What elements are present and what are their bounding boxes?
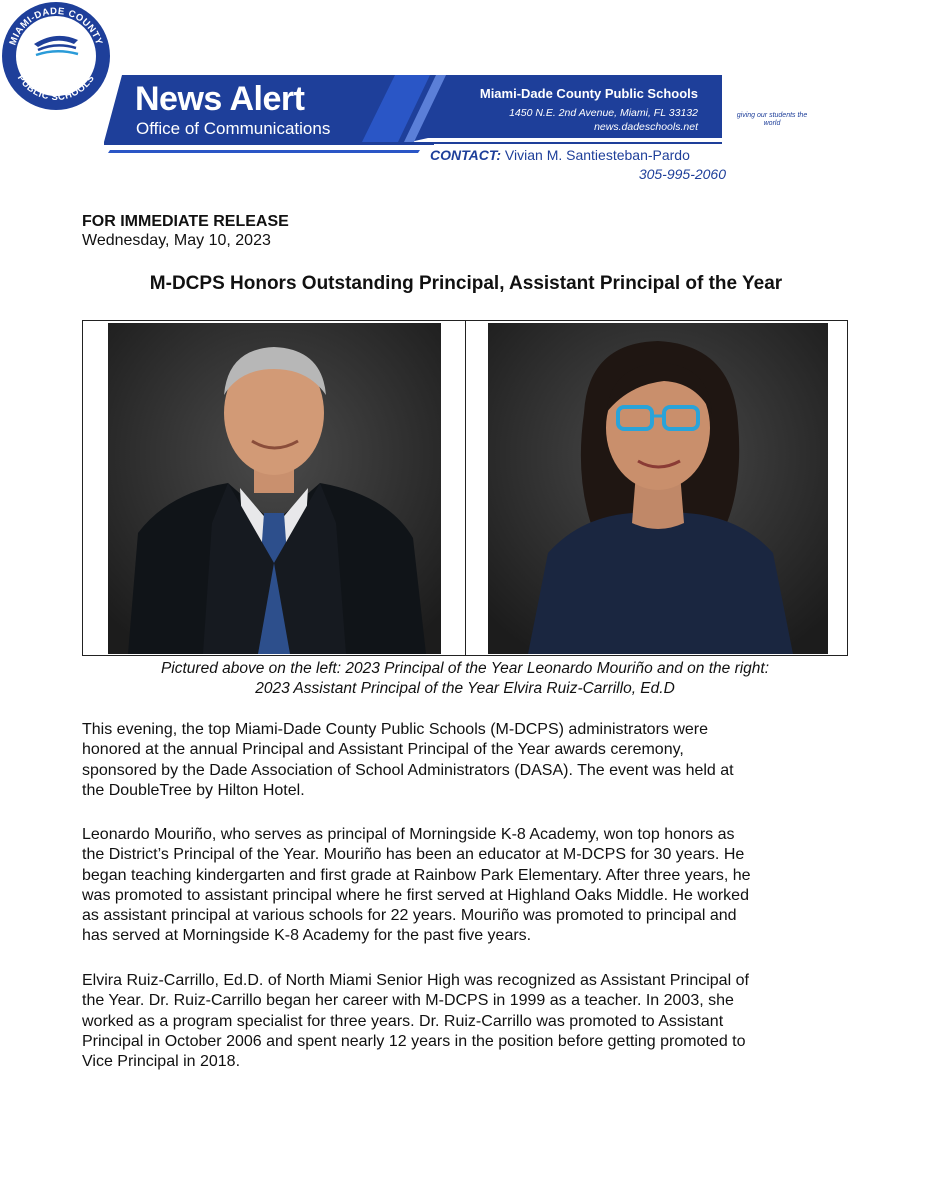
caption-line-1: Pictured above on the left: 2023 Principal of the Year Leonardo Mouriño and on the right: bbox=[160, 660, 770, 677]
paragraph-line: worked as a program specialist for three years. Dr. Ruiz-Carrillo was promoted to Assistant bbox=[82, 1012, 724, 1030]
photo-divider bbox=[465, 320, 466, 656]
paragraph-line: the District’s Principal of the Year. Mouriño has been an educator at M-DCPS for 30 years. He bbox=[82, 846, 745, 864]
contact-line bbox=[430, 147, 690, 163]
contact-name: Vivian M. Santiesteban-Pardo bbox=[504, 147, 690, 163]
caption-line-2: 2023 Assistant Principal of the Year Elvira Ruiz-Carrillo, Ed.D bbox=[255, 680, 675, 697]
paragraph-line: the DoubleTree by Hilton Hotel. bbox=[82, 781, 305, 799]
headline: M-DCPS Honors Outstanding Principal, Assistant Principal of the Year bbox=[149, 273, 783, 294]
news-alert-banner bbox=[0, 0, 932, 200]
seal-bottom-text: PUBLIC SCHOOLS bbox=[14, 73, 98, 104]
principal-photo bbox=[108, 323, 441, 654]
paragraph-line: has served at Morningside K-8 Academy for the past five years. bbox=[82, 927, 532, 945]
paragraph-line: Vice Principal in 2018. bbox=[82, 1053, 241, 1071]
assistant-principal-photo bbox=[488, 323, 828, 654]
photo-caption bbox=[82, 659, 848, 699]
paragraph-1 bbox=[82, 720, 862, 801]
paragraph-line: began teaching kindergarten and first grade at Rainbow Park Elementary. After three years, he bbox=[82, 866, 751, 884]
paragraph-line: honored at the annual Principal and Assistant Principal of the Year awards ceremony, bbox=[82, 741, 684, 759]
paragraph-line: the Year. Dr. Ruiz-Carrillo began her career with M-DCPS in 1999 as a teacher. In 2003, she bbox=[82, 992, 734, 1010]
banner-title: News Alert bbox=[135, 80, 305, 118]
contact-phone: 305-995-2060 bbox=[638, 166, 726, 182]
paragraph-line: was promoted to assistant principal where he first served at Highland Oaks Middle. He worked bbox=[82, 886, 749, 904]
org-website: news.dadeschools.net bbox=[594, 121, 698, 133]
org-name: Miami-Dade County Public Schools bbox=[479, 86, 698, 101]
release-label: FOR IMMEDIATE RELEASE bbox=[82, 213, 289, 230]
release-date: Wednesday, May 10, 2023 bbox=[82, 232, 271, 249]
district-seal-icon bbox=[0, 0, 112, 112]
paragraph-3 bbox=[82, 971, 862, 1072]
contact-label: CONTACT: bbox=[430, 147, 502, 163]
paragraph-line: Elvira Ruiz-Carrillo, Ed.D. of North Miami Senior High was recognized as Assistant Principal of bbox=[82, 972, 749, 989]
paragraph-line: sponsored by the Dade Association of School Administrators (DASA). The event was held at bbox=[82, 761, 734, 779]
paragraph-line: This evening, the top Miami-Dade County Public Schools (M-DCPS) administrators were bbox=[82, 721, 709, 738]
seal-top-text: MIAMI-DADE COUNTY bbox=[7, 5, 105, 47]
paragraph-line: Leonardo Mouriño, who serves as principal of Morningside K-8 Academy, won top honors as bbox=[82, 826, 735, 843]
paragraph-line: Principal in October 2006 and spent nearly 12 years in the position before getting promoted to bbox=[82, 1032, 746, 1050]
banner-subtitle: Office of Communications bbox=[136, 119, 331, 138]
org-address: 1450 N.E. 2nd Avenue, Miami, FL 33132 bbox=[509, 107, 698, 119]
paragraph-2 bbox=[82, 825, 862, 947]
seal-motto: giving our students the world bbox=[736, 112, 808, 127]
paragraph-line: as assistant principal at various schools for 22 years. Mouriño was promoted to principal and bbox=[82, 907, 737, 925]
